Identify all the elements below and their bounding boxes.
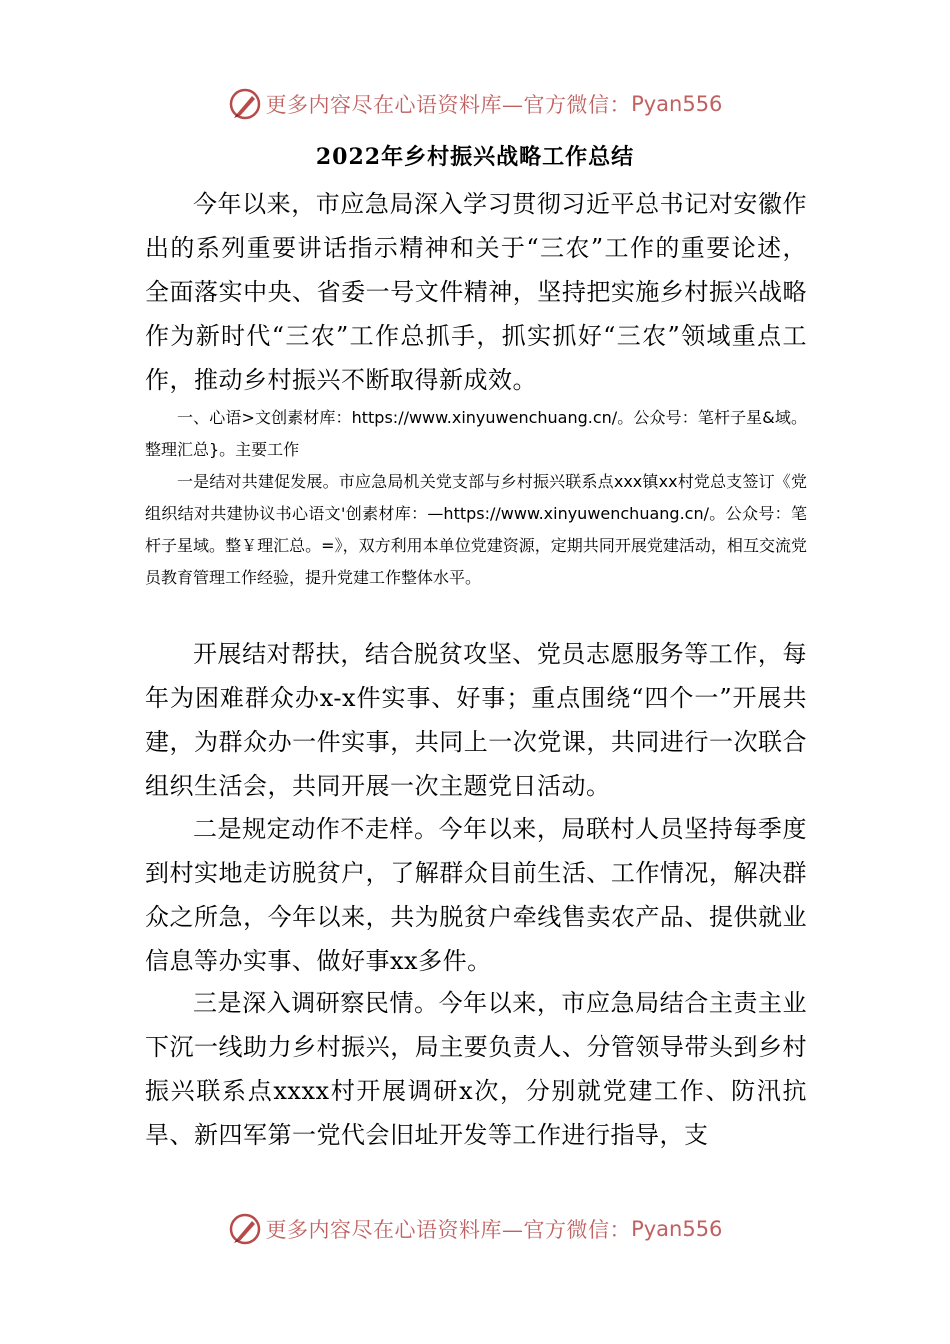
pen-circle-icon xyxy=(228,87,262,121)
pen-circle-icon xyxy=(228,1212,262,1246)
paragraph-intro: 今年以来，市应急局深入学习贯彻习近平总书记对安徽作出的系列重要讲话指示精神和关于“三农”工作的重要论述，全面落实中央、省委一号文件精神，坚持把实施乡村振兴战略作为新时代“三农”工作总抓手，抓实抓好“三农”领域重点工作，推动乡村振兴不断取得新成效。 xyxy=(145,190,807,394)
wechat-id: Pyan556 xyxy=(631,1217,723,1241)
paragraph-pairing: 一是结对共建促发展。市应急局机关党支部与乡村振兴联系点xxx镇xx村党总支签订《党组织结对共建协议书心语文'创素材库：—https://www.xinyuwenchuang.cn/。公众号：笔杆子星域。整￥理汇总。=》，双方利用本单位党建资源，定期共同开展党建活动，相互交流党员教育管理工作经验，提升党建工作整体水平。 xyxy=(145,472,807,587)
paragraph-visits: 二是规定动作不走样。今年以来，局联村人员坚持每季度到村实地走访脱贫户，了解群众目前生活、工作情况，解决群众之所急，今年以来，共为脱贫户牵线售卖农产品、提供就业信息等办实事、做好事xx多件。 xyxy=(145,815,807,975)
watermark-text: 更多内容尽在心语资料库—官方微信： xyxy=(265,93,632,117)
document-title: 2022年乡村振兴战略工作总结 xyxy=(315,144,635,170)
wechat-id: Pyan556 xyxy=(631,92,723,116)
footer-watermark-banner xyxy=(0,1209,950,1249)
paragraph-assistance: 开展结对帮扶，结合脱贫攻坚、党员志愿服务等工作，每年为困难群众办x-x件实事、好事；重点围绕“四个一”开展共建，为群众办一件实事，共同上一次党课，共同进行一次联合组织生活会，共同开展一次主题党日活动。 xyxy=(145,640,807,800)
header-watermark-banner xyxy=(0,84,950,124)
paragraph-research: 三是深入调研察民情。今年以来，市应急局结合主责主业下沉一线助力乡村振兴，局主要负责人、分管领导带头到乡村振兴联系点xxxx村开展调研x次，分别就党建工作、防汛抗旱、新四军第一党代会旧址开发等工作进行指导，支 xyxy=(145,989,807,1149)
watermark-text: 更多内容尽在心语资料库—官方微信： xyxy=(265,1218,632,1242)
paragraph-section-heading: 一、心语>文创素材库：https://www.xinyuwenchuang.cn/。公众号：笔杆子星&域。整理汇总}。主要工作 xyxy=(145,408,807,459)
